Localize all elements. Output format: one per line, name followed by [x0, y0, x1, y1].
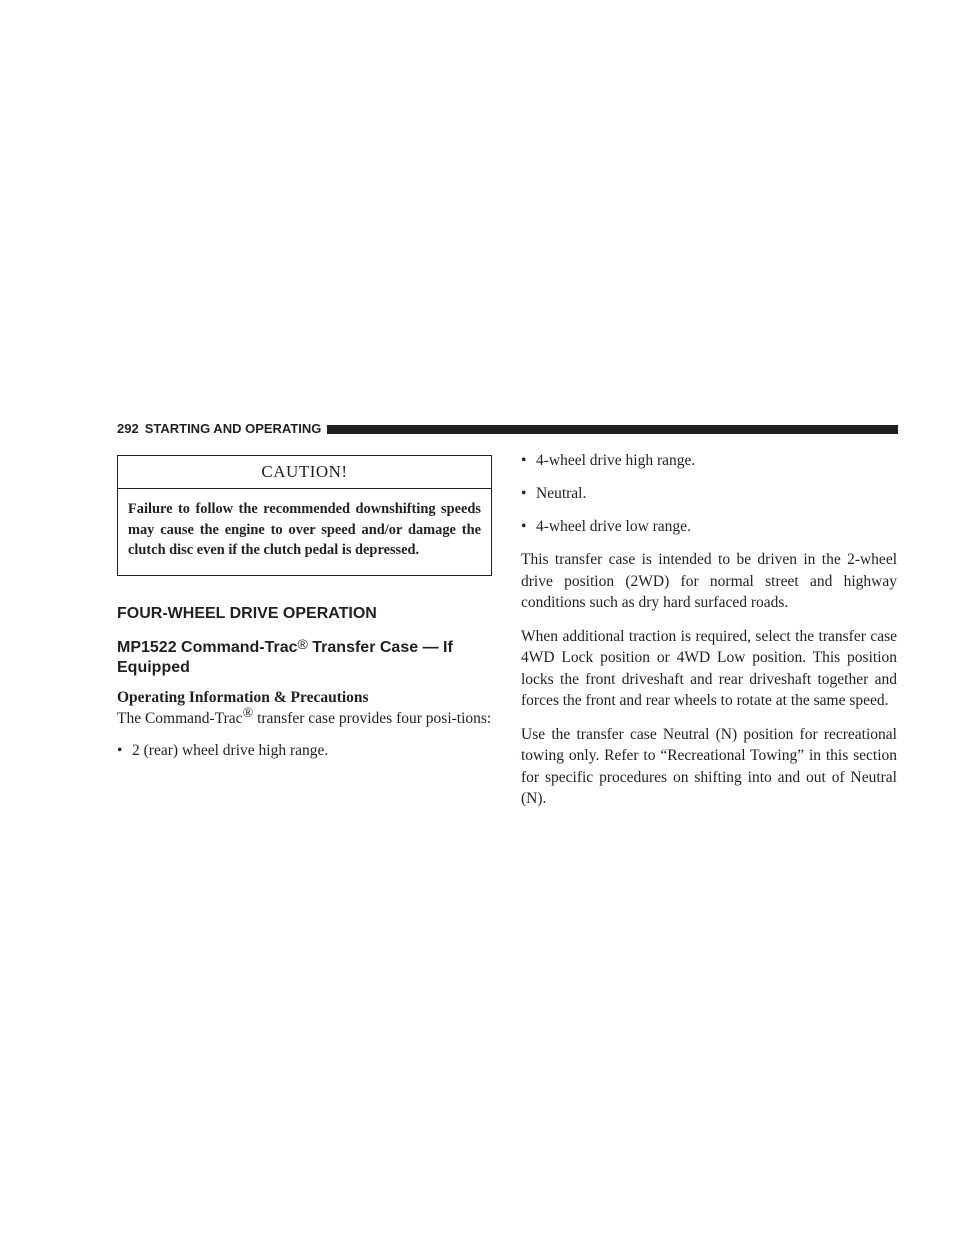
subsection-heading	[117, 638, 492, 678]
list-item-text: 4-wheel drive high range.	[536, 452, 696, 469]
section-title: STARTING AND OPERATING	[144, 421, 322, 436]
list-item	[521, 516, 897, 537]
header-rule	[327, 425, 898, 434]
intro-paragraph	[117, 708, 492, 730]
list-item-text: Neutral.	[536, 485, 587, 502]
page-number: 292	[117, 421, 139, 436]
body-paragraph: Use the transfer case Neutral (N) position for recreational towing only. Refer to “Recreational Towing” in this section for specific procedures on shifting into and out of Neutral (N).	[521, 725, 897, 807]
bullet-icon: •	[117, 741, 123, 759]
subheading-part-1: MP1522 Command-Trac	[117, 639, 298, 656]
registered-mark-2: ®	[242, 706, 254, 721]
body-paragraph: This transfer case is intended to be driven in the 2-wheel drive position (2WD) for normal street and highway conditions such as dry hard surfaced roads.	[521, 551, 897, 611]
caution-title: CAUTION!	[118, 456, 491, 489]
body-paragraph: When additional traction is required, select the transfer case 4WD Lock position or 4WD Low position. This position locks the front driveshaft and rear driveshaft together and forces the front and rear wheels to rotate at the same speed.	[521, 627, 897, 709]
subheading-part-2: Transfer Case — If Equipped	[117, 639, 453, 676]
right-column	[521, 450, 897, 822]
left-column	[117, 604, 492, 761]
list-item	[521, 450, 897, 471]
bullet-icon: •	[521, 518, 527, 535]
intro-part-2: transfer case provides four posi-tions:	[253, 710, 492, 727]
list-item-text: 2 (rear) wheel drive high range.	[132, 741, 329, 759]
bullet-icon: •	[521, 452, 527, 469]
section-heading: FOUR-WHEEL DRIVE OPERATION	[117, 605, 377, 622]
info-heading: Operating Information & Precautions	[117, 689, 369, 706]
intro-part-1: The Command-Trac	[117, 710, 243, 727]
list-item	[117, 740, 492, 761]
bullet-icon: •	[521, 485, 527, 502]
caution-body: Failure to follow the recommended downshifting speeds may cause the engine to over speed and/or damage the clutch disc even if the clutch pedal is depressed.	[128, 501, 481, 558]
list-item-text: 4-wheel drive low range.	[536, 518, 691, 535]
caution-box	[117, 455, 492, 576]
registered-mark: ®	[297, 636, 308, 652]
page-header	[117, 421, 898, 437]
list-item	[521, 483, 897, 504]
